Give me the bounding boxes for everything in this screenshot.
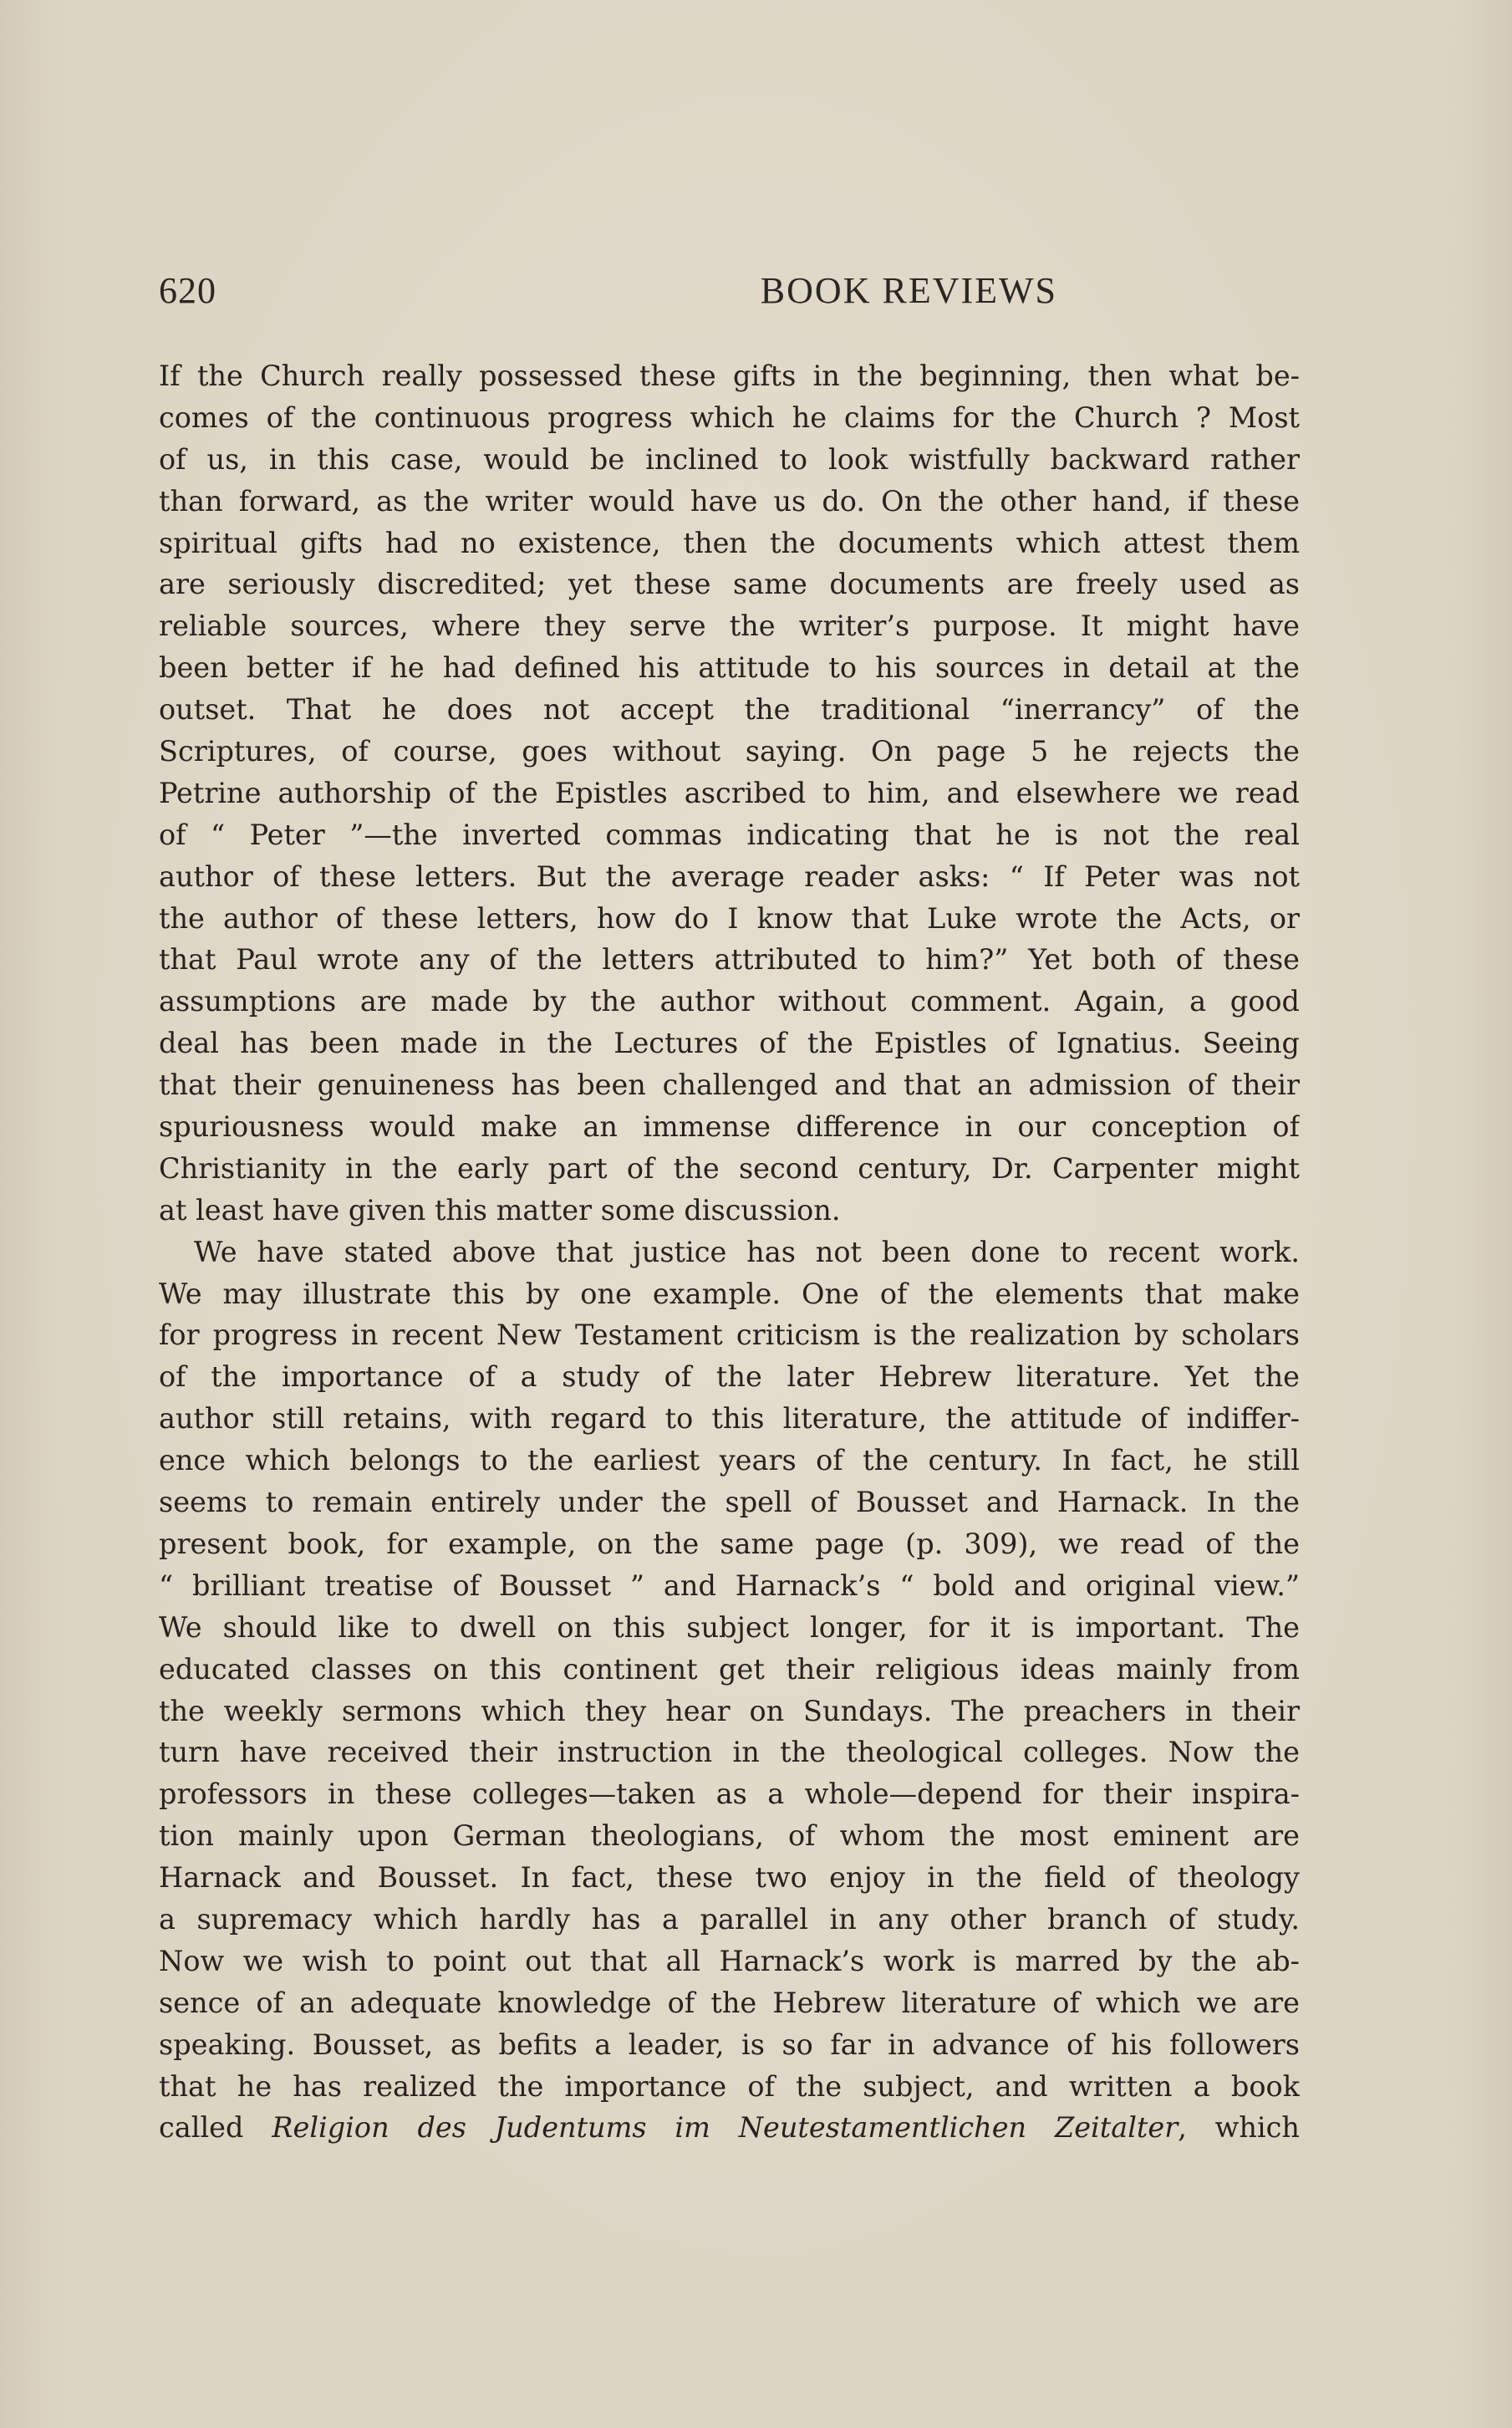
text-line: seems to remain entirely under the spell of Bousset and Harnack. In the: [159, 1486, 1300, 1519]
text-line: spuriousness would make an immense difference in our conception of: [159, 1110, 1300, 1144]
text-line: at least have given this matter some discussion.: [159, 1193, 841, 1227]
running-head: [159, 269, 1300, 328]
text-line: that Paul wrote any of the letters attributed to him?” Yet both of these: [159, 943, 1300, 977]
text-line: the weekly sermons which they hear on Sundays. The preachers in their: [159, 1694, 1300, 1727]
text-line: been better if he had defined his attitude to his sources in detail at the: [159, 651, 1300, 685]
book-title-italic: Religion des Judentums im Neutestamentlichen Zeitalter: [272, 2111, 1179, 2145]
text-line: of “ Peter ”—the inverted commas indicating that he is not the real: [159, 818, 1300, 851]
running-title: BOOK REVIEWS: [760, 270, 1057, 311]
line-prefix: called: [159, 2111, 272, 2145]
text-line: are seriously discredited; yet these same documents are freely used as: [159, 568, 1300, 601]
text-line: assumptions are made by the author without comment. Again, a good: [159, 985, 1300, 1018]
text-line: author still retains, with regard to this literature, the attitude of indiffer-: [159, 1402, 1300, 1436]
text-line: reliable sources, where they serve the writer’s purpose. It might have: [159, 610, 1300, 643]
text-line: Now we wish to point out that all Harnack’s work is marred by the ab-: [159, 1944, 1300, 1977]
text-line: the author of these letters, how do I know that Luke wrote the Acts, or: [159, 901, 1300, 935]
text-line: of the importance of a study of the later Hebrew literature. Yet the: [159, 1360, 1300, 1394]
text-line: speaking. Bousset, as befits a leader, is so far in advance of his followers: [159, 2028, 1300, 2061]
text-line: Harnack and Bousset. In fact, these two enjoy in the field of theology: [159, 1861, 1300, 1895]
text-line: author of these letters. But the average reader asks: “ If Peter was not: [159, 859, 1300, 893]
text-line: deal has been made in the Lectures of the Epistles of Ignatius. Seeing: [159, 1027, 1300, 1060]
text-line: sence of an adequate knowledge of the Hebrew literature of which we are: [159, 1986, 1300, 2019]
text-line: Scriptures, of course, goes without saying. On page 5 he rejects the: [159, 735, 1300, 768]
paragraph-1: [159, 355, 1300, 1232]
text-line: We should like to dwell on this subject longer, for it is important. The: [159, 1610, 1300, 1644]
text-line: tion mainly upon German theologians, of whom the most eminent are: [159, 1819, 1300, 1853]
text-line: Petrine authorship of the Epistles ascribed to him, and elsewhere we read: [159, 776, 1300, 809]
text-line-final: [159, 2107, 1300, 2149]
text-line: that he has realized the importance of the subject, and written a book: [159, 2069, 1300, 2103]
text-line: that their genuineness has been challenged and that an admission of their: [159, 1069, 1300, 1102]
review-body: [159, 355, 1300, 2149]
text-line: for progress in recent New Testament criticism is the realization by scholars: [159, 1319, 1300, 1352]
text-line: comes of the continuous progress which he claims for the Church ? Most: [159, 400, 1300, 434]
text-line: spiritual gifts had no existence, then the documents which attest them: [159, 526, 1300, 559]
page-number: 620: [159, 270, 216, 311]
text-line: ence which belongs to the earliest years of the century. In fact, he still: [159, 1444, 1300, 1477]
text-line: If the Church really possessed these gifts in the beginning, then what be-: [159, 360, 1300, 392]
paragraph-2: [159, 1232, 1300, 2108]
text-line: We may illustrate this by one example. One of the elements that make: [159, 1277, 1300, 1310]
text-line: of us, in this case, would be inclined to look wistfully backward rather: [159, 442, 1300, 476]
line-suffix: , which: [1178, 2111, 1300, 2145]
text-line: than forward, as the writer would have us do. On the other hand, if these: [159, 484, 1300, 518]
text-line: educated classes on this continent get their religious ideas mainly from: [159, 1652, 1300, 1686]
text-line: outset. That he does not accept the traditional “inerrancy” of the: [159, 693, 1300, 727]
text-line: professors in these colleges—taken as a whole—depend for their inspira-: [159, 1778, 1300, 1811]
text-line: “ brilliant treatise of Bousset ” and Harnack’s “ bold and original view.”: [159, 1569, 1300, 1602]
text-line: present book, for example, on the same page (p. 309), we read of the: [159, 1527, 1300, 1560]
text-line: turn have received their instruction in the theological colleges. Now the: [159, 1736, 1300, 1769]
text-line: We have stated above that justice has not been done to recent work.: [194, 1235, 1300, 1268]
text-line: a supremacy which hardly has a parallel in any other branch of study.: [159, 1902, 1300, 1936]
text-line: Christianity in the early part of the second century, Dr. Carpenter might: [159, 1151, 1300, 1185]
